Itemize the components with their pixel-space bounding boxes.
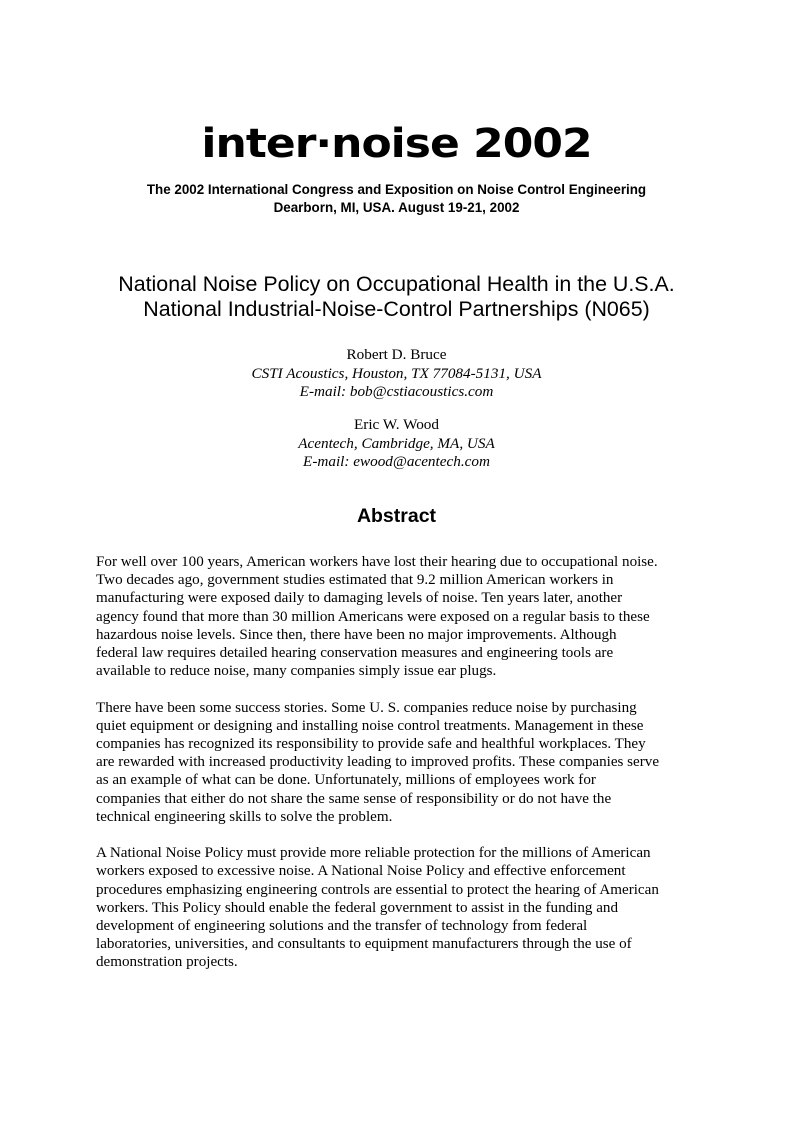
text-line: as an example of what can be done. Unfortunately, millions of employees work for [96, 772, 596, 789]
author-block [0, 416, 793, 472]
author-affiliation: CSTI Acoustics, Houston, TX 77084-5131, USA [251, 364, 542, 382]
conference-info [0, 181, 793, 217]
text-line: workers exposed to excessive noise. A National Noise Policy and effective enforcement [96, 863, 626, 880]
conference-logo [0, 118, 793, 170]
text-line: technical engineering skills to solve the problem. [96, 808, 393, 825]
logo-text: inter·noise 2002 [201, 120, 592, 167]
author-email: E-mail: ewood@acentech.com [303, 453, 490, 471]
text-line: There have been some success stories. Some U. S. companies reduce noise by purchasing [96, 699, 637, 716]
text-line: quiet equipment or designing and installing noise control treatments. Management in these [96, 717, 644, 734]
author-name: Robert D. Bruce [346, 346, 447, 363]
text-line: Two decades ago, government studies estimated that 9.2 million American workers in [96, 572, 614, 589]
text-line: companies that either do not share the same sense of responsibility or do not have the [96, 790, 612, 807]
author-email: E-mail: bob@cstiacoustics.com [299, 383, 494, 401]
text-line: procedures emphasizing engineering controls are essential to protect the hearing of American [96, 881, 659, 898]
text-line: available to reduce noise, many companies simply issue ear plugs. [96, 663, 497, 680]
conference-location-date: Dearborn, MI, USA. August 19-21, 2002 [273, 200, 520, 215]
text-line: manufacturing were exposed daily to damaging levels of noise. Ten years later, another [96, 590, 623, 607]
author-affiliation: Acentech, Cambridge, MA, USA [298, 434, 495, 452]
paper-title-line-2: National Industrial-Noise-Control Partnerships (N065) [143, 297, 650, 321]
abstract-paragraph [96, 553, 706, 680]
text-line: companies has recognized its responsibility to provide safe and healthful workplaces. They [96, 736, 646, 753]
text-line: are rewarded with increased productivity leading to improved profits. These companies serve [96, 754, 660, 771]
text-line: workers. This Policy should enable the federal government to assist in the funding and [96, 899, 619, 916]
paper-title [0, 272, 793, 322]
text-line: laboratories, universities, and consultants to equipment manufacturers through the use of [96, 936, 632, 953]
abstract-paragraph [96, 844, 706, 971]
text-line: hazardous noise levels. Since then, there have been no major improvements. Although [96, 626, 617, 643]
text-line: federal law requires detailed hearing conservation measures and engineering tools are [96, 645, 614, 662]
text-line: For well over 100 years, American workers have lost their hearing due to occupational noise. [96, 554, 658, 570]
text-line: agency found that more than 30 million Americans were exposed on a regular basis to these [96, 608, 650, 625]
text-line: development of engineering solutions and the transfer of technology from federal [96, 918, 588, 935]
abstract-heading: Abstract [356, 505, 437, 527]
author-block [0, 346, 793, 402]
paper-title-line-1: National Noise Policy on Occupational Health in the U.S.A. [118, 272, 675, 296]
author-name: Eric W. Wood [354, 416, 439, 433]
abstract-paragraph [96, 699, 706, 826]
conference-name: The 2002 International Congress and Exposition on Noise Control Engineering [146, 182, 647, 197]
abstract-body [96, 553, 706, 972]
text-line: A National Noise Policy must provide more reliable protection for the millions of American [96, 845, 651, 862]
text-line: demonstration projects. [96, 954, 238, 971]
